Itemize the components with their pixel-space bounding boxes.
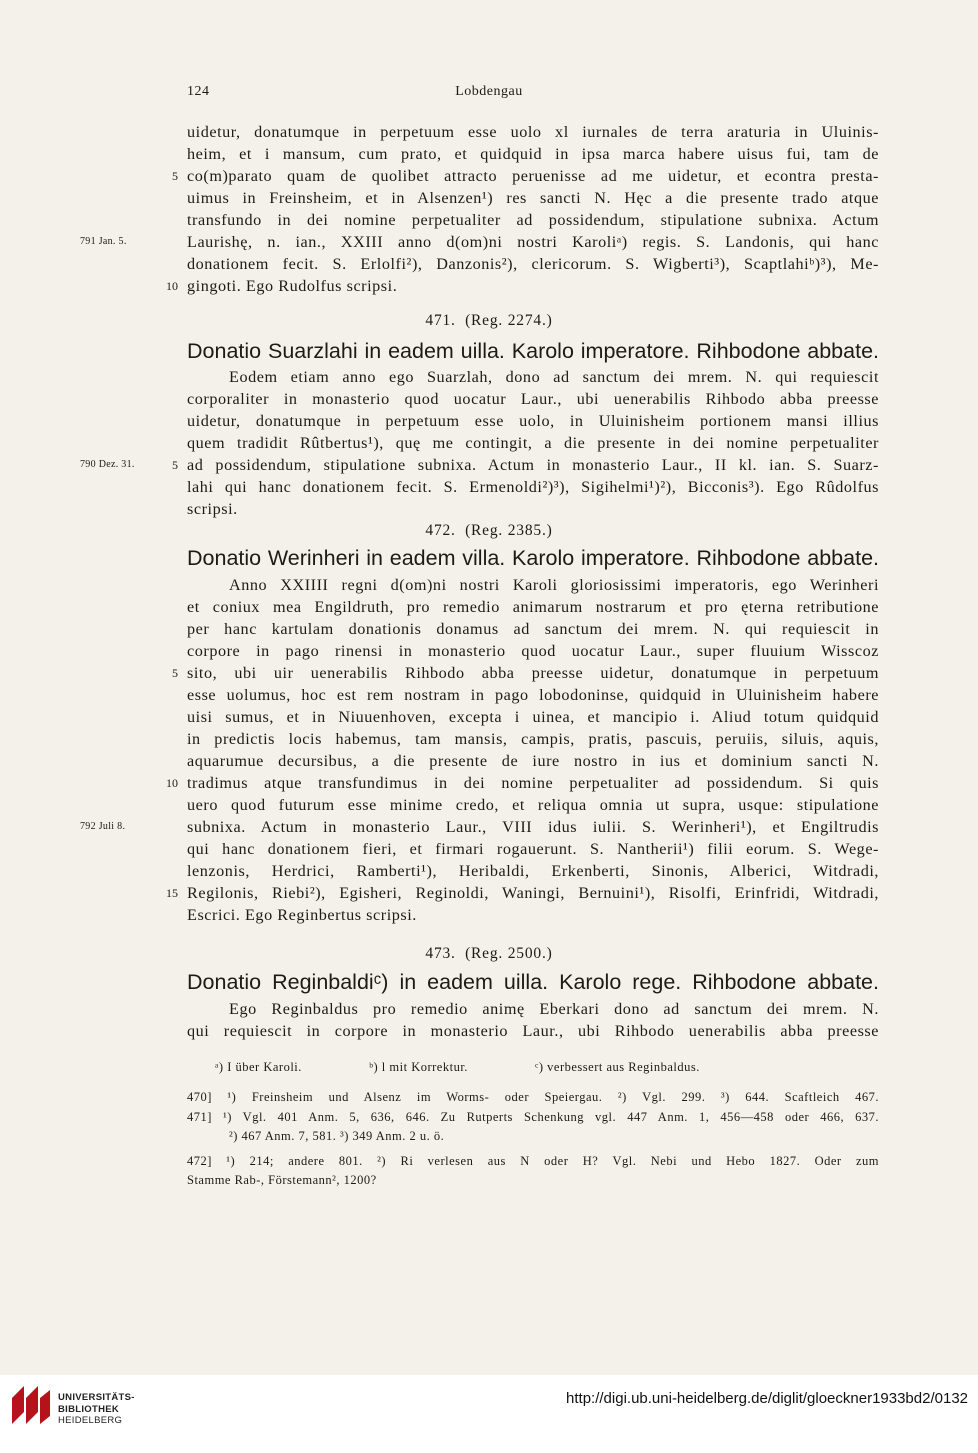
doc472-heading [0, 522, 978, 540]
doc472-line-13: qui hanc donationem fieri, et firmari rogauerunt. S. Nantherii¹) filii eorum. S. Wege- [187, 840, 879, 858]
running-title: Lobdengau [455, 84, 523, 99]
doc-number: 473. [425, 945, 456, 962]
doc-number: 472. [425, 522, 456, 539]
doc472-line-3: per hanc kartulam donationis donamus ad sanctum dei mrem. N. qui requiescit in [187, 620, 879, 638]
doc470-line-8: gingoti. Ego Rudolfus scripsi. [187, 277, 398, 295]
doc472-title: Donatio Werinheri in eadem villa. Karolo imperatore. Rihbodone abbate. [187, 546, 879, 570]
doc471-line-5: ad possidendum, stipulatione subnixa. Actum in monasterio Laur., II kl. ian. S. Suarz- [187, 456, 879, 474]
doc472-line-9: aquarumue decursibus, a die presente de iure nostro in ius et dominium sancti N. [187, 752, 879, 770]
doc472-line-6: esse uolumus, hoc est rem nostram in pago lobodoninse, quidquid in Uluinisheim habere [187, 686, 879, 704]
doc471-line-2: corporaliter in monasterio quod uocatur Laur., ubi uenerabilis Rihbodo abba preesse [187, 390, 879, 408]
regest-ref: (Reg. 2500.) [465, 945, 553, 962]
doc472-line-2: et coniux mea Engildruth, pro remedio animarum nostrarum et pro ęterna retributione [187, 598, 879, 616]
regest-ref: (Reg. 2385.) [465, 522, 553, 539]
doc470-line-6: Laurishę, n. ian., XXIII anno d(om)ni nostri Karoliᵃ) regis. S. Landonis, qui hanc [187, 233, 879, 251]
footnote-c: ᶜ) verbessert aus Reginbaldus. [535, 1060, 700, 1074]
footnote-471-b: ²) 467 Anm. 7, 581. ³) 349 Anm. 2 u. ö. [229, 1129, 445, 1143]
source-url[interactable]: http://digi.ub.uni-heidelberg.de/diglit/gloeckner1933bd2/0132 [566, 1390, 968, 1407]
doc472-line-10: tradimus atque transfundimus in dei nomine perpetualiter ad possidendum. Si quis [187, 774, 879, 792]
doc472-line-16: Escrici. Ego Reginbertus scripsi. [187, 906, 417, 924]
margin-date: 792 Juli 8. [80, 821, 126, 832]
doc472-line-14: lenzonis, Herdrici, Ramberti¹), Heribaldi, Erkenberti, Sinonis, Alberici, Witdradi, [187, 862, 879, 880]
doc473-title: Donatio Reginbaldiᶜ) in eadem uilla. Karolo rege. Rihbodone abbate. [187, 970, 879, 994]
regest-ref: (Reg. 2274.) [465, 312, 553, 329]
doc470-line-1: uidetur, donatumque in perpetuum esse uolo xl iurnales de terra araturia in Uluinis- [187, 123, 879, 141]
line-number: 5 [172, 169, 178, 183]
footnote-b: ᵇ) l mit Korrektur. [369, 1060, 468, 1074]
footnote-472-b: Stamme Rab-, Förstemann², 1200? [187, 1173, 377, 1187]
doc471-line-7: scripsi. [187, 500, 238, 518]
logo-line-3: HEIDELBERG [58, 1415, 123, 1426]
doc473-heading [0, 945, 978, 963]
footnote-a: ᵃ) I über Karoli. [215, 1060, 302, 1074]
line-number: 5 [172, 666, 178, 680]
doc472-line-12: subnixa. Actum in monasterio Laur., VIII idus iulii. S. Werinheri¹), et Engiltrudis [187, 818, 879, 836]
line-number: 10 [166, 776, 178, 790]
logo-line-2: BIBLIOTHEK [58, 1403, 120, 1415]
logo-line-1: UNIVERSITÄTS- [58, 1392, 135, 1403]
doc471-line-6: lahi qui hanc donationem fecit. S. Ermenoldi²)³), Sigihelmi¹)²), Bicconis³). Ego Rûdolfus [187, 478, 879, 496]
doc-number: 471. [425, 312, 456, 329]
doc472-line-11: uero quod futurum esse minime credo, et reliqua omnia ut supra, usque: stipulatione [187, 796, 879, 814]
margin-date: 790 Dez. 31. [80, 459, 135, 470]
footer-bar [0, 1375, 978, 1453]
doc472-line-8: in predictis locis habemus, tam mansis, campis, pratis, pascuis, peruiis, siluis, aquis, [187, 730, 879, 748]
doc472-line-7: uisi sumus, et in Niuuenhoven, excepta i uinea, et mancipio i. Aliud totum quidquid [187, 708, 879, 726]
doc470-line-7: donationem fecit. S. Erlolfi²), Danzonis²), clericorum. S. Wigberti³), Scaptlahiᵇ)³), Me- [187, 255, 879, 273]
doc471-title: Donatio Suarzlahi in eadem uilla. Karolo imperatore. Rihbodone abbate. [187, 339, 879, 363]
line-number: 10 [166, 279, 178, 293]
doc471-line-4: quem tradidit Rûtbertus¹), quę me contingit, a die presente in dei nomine perpetualiter [187, 434, 879, 452]
line-number: 5 [172, 458, 178, 472]
doc471-line-1: Eodem etiam anno ego Suarzlah, dono ad sanctum dei mrem. N. qui requiescit [229, 368, 879, 386]
doc470-line-5: transfundo in dei nomine perpetualiter ad possidendum, stipulatione subnixa. Actum [187, 211, 879, 229]
doc473-line-2: qui requiescit in corpore in monasterio Laur., ubi Rihbodo uenerabilis abba preesse [187, 1022, 879, 1040]
footnote-472-a: 472] ¹) 214; andere 801. ²) Ri verlesen aus N oder H? Vgl. Nebi und Hebo 1827. Oder zum [187, 1154, 879, 1168]
doc470-line-3: co(m)parato quam de quolibet attracto peruenisse ad me uidetur, et econtra presta- [187, 167, 879, 185]
library-logo-text [58, 1392, 135, 1427]
footnote-470: 470] ¹) Freinsheim und Alsenz im Worms- oder Speiergau. ²) Vgl. 299. ³) 644. Scaftleich 467. [187, 1090, 879, 1104]
margin-date: 791 Jan. 5. [80, 236, 127, 247]
doc472-line-4: corpore in pago rinensi in monasterio quod uocatur Laur., super fluuium Wisscoz [187, 642, 879, 660]
letter-footnotes [215, 1058, 785, 1077]
doc471-heading [0, 312, 978, 330]
line-number: 15 [166, 886, 178, 900]
doc471-line-3: uidetur, donatumque in perpetuum esse uolo, in Uluinisheim portionem mansi illius [187, 412, 879, 430]
doc472-line-1: Anno XXIIII regni d(om)ni nostri Karoli gloriosissimi imperatoris, ego Werinheri [229, 576, 879, 594]
footnote-471-a: 471] ¹) Vgl. 401 Anm. 5, 636, 646. Zu Rutperts Schenkung vgl. 447 Anm. 1, 456—458 oder 466, 637. [187, 1110, 879, 1124]
doc470-line-4: uimus in Freinsheim, et in Alsenzen¹) res sancti N. Hęc a die presente trado atque [187, 189, 879, 207]
library-logo-icon [10, 1384, 52, 1428]
doc470-line-2: heim, et i mansum, cum prato, et quidquid in ipsa marca habere uisus fui, tam de [187, 145, 879, 163]
page-number: 124 [187, 84, 210, 99]
doc473-line-1: Ego Reginbaldus pro remedio animę Eberkari dono ad sanctum dei mrem. N. [229, 1000, 879, 1018]
doc472-line-15: Regilonis, Riebi²), Egisheri, Reginoldi, Waningi, Bernuini¹), Risolfi, Erinfridi, Witdradi, [187, 884, 879, 902]
doc472-line-5: sito, ubi uir uenerabilis Rihbodo abba preesse uidetur, donatumque in perpetuum [187, 664, 879, 682]
